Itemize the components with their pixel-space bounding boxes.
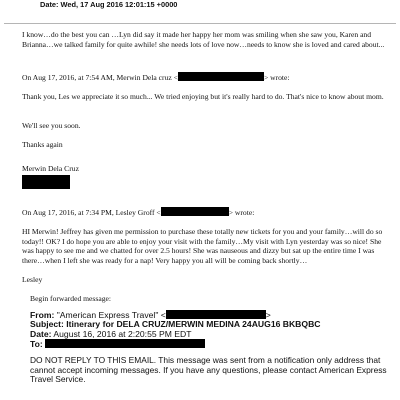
notice-text: DO NOT REPLY TO THIS EMAIL. This message was sent from a notification only address that cannot accept incoming messages. If you have any questions, please contact American Express Travel Service. [30, 355, 387, 385]
quote-paragraph: Thanks again [22, 140, 63, 149]
redacted-signature-block [22, 175, 70, 189]
redacted-email [178, 72, 264, 81]
quote-body-lesley [22, 227, 394, 265]
quote-paragraph: We'll see you soon. [22, 121, 81, 130]
message-body [22, 30, 394, 49]
subject-value: Itinerary for DELA CRUZ/MERWIN MEDINA 24AUG16 BKBQBC [66, 319, 321, 330]
date-value: August 16, 2016 at 2:20:55 PM EDT [53, 328, 192, 339]
quote-intro-suffix: > wrote: [228, 208, 255, 217]
quote-body-merwin [22, 92, 394, 102]
quote-paragraph: HI Merwin! Jeffrey has given me permission to purchase these totally new tickets for you and your family…will do so today!! OK? I do hope you are able to enjoy your visit with the family…My visit with Lyn yesterday was so nice! She was happy to see me and we chatted for over 2.5 hours! She was nauseous and dizzy but sat up the entire time I was there…when I left she was ready for a nap! Very happy you all will be coming back shortly… [22, 227, 383, 265]
quote-paragraph: Thank you, Les we appreciate it so much... We tried enjoying but it's really hard to do. That's nice to know about mom. [22, 92, 384, 101]
date-row [30, 330, 396, 339]
from-suffix: > [265, 310, 271, 320]
message-text: I know…do the best you can …Lyn did say it made her happy her mom was smiling when she saw you, Karen and Brianna…we talked family for quite awhile! she needs lots of love now…needs to know she is loved and cared about... [22, 30, 385, 49]
signature-name: Merwin Dela Cruz [22, 164, 79, 173]
signature-name: Lesley [22, 275, 43, 284]
email-date-line: Date: Wed, 17 Aug 2016 12:01:15 +0000 [40, 0, 178, 9]
quote-intro-suffix: > wrote: [263, 73, 290, 82]
header-divider [4, 23, 396, 24]
subject-label: Subject: [30, 319, 64, 330]
quote-intro-lesley [22, 207, 394, 218]
forwarded-label: Begin forwarded message: [30, 294, 111, 303]
quote-intro-prefix: On Aug 17, 2016, at 7:54 AM, Merwin Dela cruz < [22, 73, 178, 82]
redacted-email [166, 310, 266, 319]
forwarded-header [30, 310, 396, 350]
to-label: To: [30, 339, 43, 350]
quote-intro-prefix: On Aug 17, 2016, at 7:34 PM, Lesley Groff < [22, 208, 161, 217]
to-row [30, 339, 396, 349]
from-value: "American Express Travel" < [56, 310, 166, 320]
from-label: From: [30, 310, 55, 320]
redacted-recipient [45, 339, 205, 348]
quote-intro-merwin [22, 72, 394, 83]
date-label: Date: [30, 328, 52, 339]
redacted-email [161, 207, 229, 216]
